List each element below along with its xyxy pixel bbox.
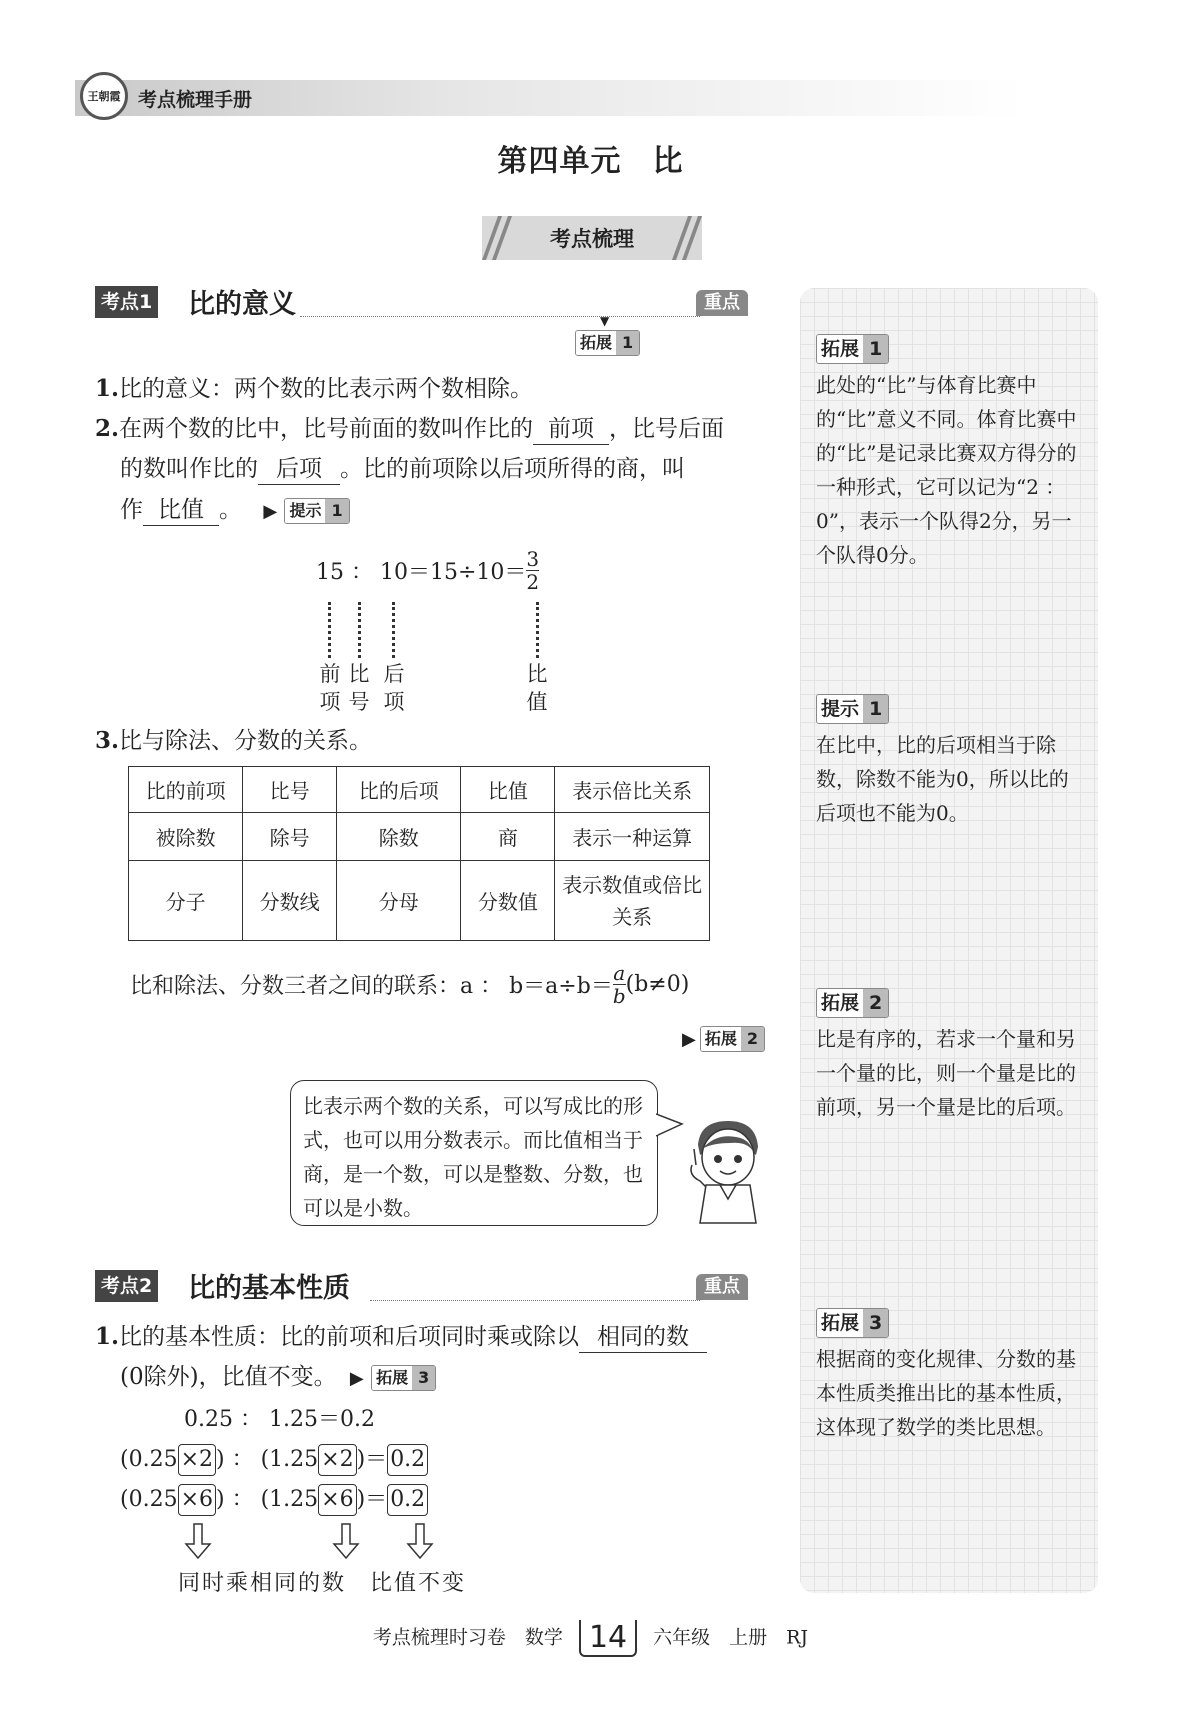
ex-line2 <box>120 1440 428 1480</box>
point-text: 在两个数的比中，比号前面的数叫作比的 <box>119 416 534 442</box>
table-cell: 分子 <box>129 861 243 941</box>
ratio-expression: 15 ： 10＝15÷10＝ <box>316 560 527 585</box>
arrow-right-icon: ▶ <box>349 1368 364 1389</box>
fraction-denominator: b <box>612 984 626 1008</box>
table-cell: 除数 <box>337 813 461 861</box>
footer-left: 考点梳理时习卷 数学 <box>372 1626 563 1649</box>
s2-point1 <box>95 1316 785 1358</box>
arrow-right-icon: ▶ <box>263 501 278 522</box>
unit-title: 第四单元 比 <box>497 144 684 179</box>
answer-blank-value: 比值 <box>143 495 219 526</box>
side-hint1-chip <box>816 694 889 724</box>
formula-fraction <box>613 962 626 1007</box>
table-cell: 分数值 <box>461 861 555 941</box>
chip-num: 2 <box>863 989 888 1017</box>
boxed-multiplier: ×2 <box>318 1444 356 1476</box>
side-ext3-text: 根据商的变化规律、分数的基本性质类推出比的基本性质，这体现了数学的类比思想。 <box>816 1347 1076 1439</box>
publisher-logo <box>80 72 128 120</box>
boxed-multiplier: ×6 <box>178 1484 216 1516</box>
pointer-icon: ▼ <box>600 314 610 328</box>
chip-label: 拓展 <box>817 1309 863 1337</box>
ratio-example <box>316 548 539 593</box>
section2-tag: 考点2 <box>95 1270 158 1302</box>
boxed-multiplier: ×6 <box>318 1484 356 1516</box>
point-number: 1. <box>95 375 120 402</box>
point-text: 作 <box>120 497 143 523</box>
ext1-chip <box>575 330 640 356</box>
table-cell: 商 <box>461 813 555 861</box>
chip-label: 拓展 <box>817 989 863 1017</box>
dotted-guide <box>536 602 539 658</box>
handbook-title: 考点梳理手册 <box>138 89 253 111</box>
point-text: 比的意义：两个数的比表示两个数相除。 <box>119 376 534 402</box>
section1-name: 比的意义 <box>188 289 296 320</box>
ext2-chip <box>700 1026 765 1052</box>
s1-point2-line2 <box>120 449 780 490</box>
section1-divider <box>300 316 700 317</box>
table-row <box>129 767 710 813</box>
relation-table <box>128 766 710 941</box>
chip-num: 1 <box>325 499 348 523</box>
bubble-tail <box>656 1110 686 1140</box>
side-ext1-chip <box>816 334 889 364</box>
chip-num: 3 <box>863 1309 888 1337</box>
point-text: 的数叫作比的 <box>120 456 258 482</box>
boy-illustration-icon <box>686 1115 766 1225</box>
boxed-multiplier: ×2 <box>178 1444 216 1476</box>
chip-label: 拓展 <box>576 331 616 355</box>
side-ext3-chip <box>816 1308 889 1338</box>
chip-label: 提示 <box>817 695 863 723</box>
side-ext2-chip <box>816 988 889 1018</box>
relation-formula <box>130 962 689 1007</box>
ratio-fraction <box>526 548 539 593</box>
fraction-numerator: 3 <box>526 547 540 571</box>
formula-text: 比和除法、分数三者之间的联系：a ： b＝a÷b＝ <box>130 974 613 999</box>
answer-blank-front: 前项 <box>533 414 609 445</box>
label-back-term: 后 项 <box>383 662 405 714</box>
footer-right: 六年级 上册 RJ <box>653 1626 809 1649</box>
table-cell: 比的后项 <box>337 767 461 813</box>
page-number: 14 <box>579 1620 637 1657</box>
point-text: 。比的前项除以后项所得的商，叫 <box>340 456 685 482</box>
chip-num: 3 <box>412 1366 435 1390</box>
ex-part: (0.25 <box>120 1487 178 1512</box>
point-text: 比的基本性质：比的前项和后项同时乘或除以 <box>119 1324 580 1350</box>
dotted-guide <box>328 602 331 658</box>
section2-badge: 重点 <box>696 1274 748 1300</box>
answer-blank-back: 后项 <box>258 454 340 485</box>
point-text: ，比号后面 <box>609 416 725 442</box>
s1-point2-line3 <box>120 490 780 532</box>
ex-part: (0.25 <box>120 1447 178 1472</box>
formula-condition: (b≠0) <box>625 972 690 997</box>
label-ratio-value: 比 值 <box>526 662 548 714</box>
boxed-value: 0.2 <box>387 1484 428 1516</box>
dotted-guide <box>358 602 361 658</box>
table-cell: 比的前项 <box>129 767 243 813</box>
down-arrows-icon <box>180 1522 440 1562</box>
chip-label: 拓展 <box>817 335 863 363</box>
point-text: (0除外)，比值不变。 <box>120 1364 337 1390</box>
table-cell: 分数线 <box>243 861 337 941</box>
section2-name: 比的基本性质 <box>188 1273 350 1304</box>
chip-label: 拓展 <box>372 1366 412 1390</box>
ex-part: )＝ <box>356 1487 388 1512</box>
section1-tag: 考点1 <box>95 286 158 318</box>
page-footer <box>0 1620 1181 1657</box>
point-number: 2. <box>95 415 120 442</box>
table-cell: 表示倍比关系 <box>555 767 710 813</box>
ex-line1: 0.25 ： 1.25＝0.2 <box>184 1407 375 1432</box>
table-cell: 除号 <box>243 813 337 861</box>
hint1-chip <box>284 498 349 524</box>
point-text: 。 <box>219 497 242 523</box>
table-row <box>129 861 710 941</box>
section1-badge: 重点 <box>696 290 748 316</box>
dotted-guide <box>392 602 395 658</box>
side-ext2-text: 比是有序的，若求一个量和另一个量的比，则一个量是比的前项，另一个量是比的后项。 <box>816 1027 1076 1119</box>
table-cell: 比号 <box>243 767 337 813</box>
table-cell: 表示数值或倍比关系 <box>555 861 710 941</box>
ex-part: )＝ <box>356 1447 388 1472</box>
s1-point2 <box>95 408 775 450</box>
logo-text: 王朝霞 <box>87 90 121 103</box>
table-cell: 表示一种运算 <box>555 813 710 861</box>
boxed-value: 0.2 <box>387 1444 428 1476</box>
table-row <box>129 813 710 861</box>
point-number: 1. <box>95 1323 120 1350</box>
speech-bubble: 比表示两个数的关系，可以写成比的形式，也可以用分数表示。而比值相当于商，是一个数，可以是整数、分数，也可以是小数。 <box>290 1080 658 1226</box>
ex-line3 <box>120 1480 428 1520</box>
side-hint1-text: 在比中，比的后项相当于除数，除数不能为0，所以比的后项也不能为0。 <box>816 733 1069 825</box>
fraction-numerator: a <box>613 961 626 985</box>
s2-point1-line2 <box>120 1357 720 1399</box>
section-banner <box>482 216 702 260</box>
section2-divider <box>370 1300 700 1301</box>
chip-num: 1 <box>616 331 639 355</box>
ex-caption: 同时乘相同的数 比值不变 <box>178 1571 467 1596</box>
side-ext1-text: 此处的“比”与体育比赛中的“比”意义不同。体育比赛中的“比”是记录比赛双方得分的一种形式，它可以记为“2 ： 0”，表示一个队得2分，另一个队得0分。 <box>816 373 1077 567</box>
chip-label: 拓展 <box>701 1027 741 1051</box>
ex-part: ) ： (1.25 <box>216 1447 319 1472</box>
arrow-right-icon: ▶ <box>682 1028 696 1050</box>
chip-num: 2 <box>741 1027 764 1051</box>
table-cell: 分母 <box>337 861 461 941</box>
label-ratio-sign: 比 号 <box>348 662 370 714</box>
ext2-ref <box>682 1026 765 1052</box>
label-front-term: 前 项 <box>319 662 341 714</box>
chip-num: 1 <box>863 695 888 723</box>
answer-blank-same-number: 相同的数 <box>579 1322 707 1353</box>
table-cell: 比值 <box>461 767 555 813</box>
chip-num: 1 <box>863 335 888 363</box>
table-cell: 被除数 <box>129 813 243 861</box>
point-number: 3. <box>95 727 120 754</box>
ex-part: ) ： (1.25 <box>216 1487 319 1512</box>
s1-point3 <box>95 720 775 762</box>
point-text: 比与除法、分数的关系。 <box>119 728 373 754</box>
ext3-chip <box>371 1365 436 1391</box>
s1-point1 <box>95 368 775 410</box>
fraction-denominator: 2 <box>526 570 540 594</box>
chip-label: 提示 <box>285 499 325 523</box>
banner-label: 考点梳理 <box>550 227 634 251</box>
